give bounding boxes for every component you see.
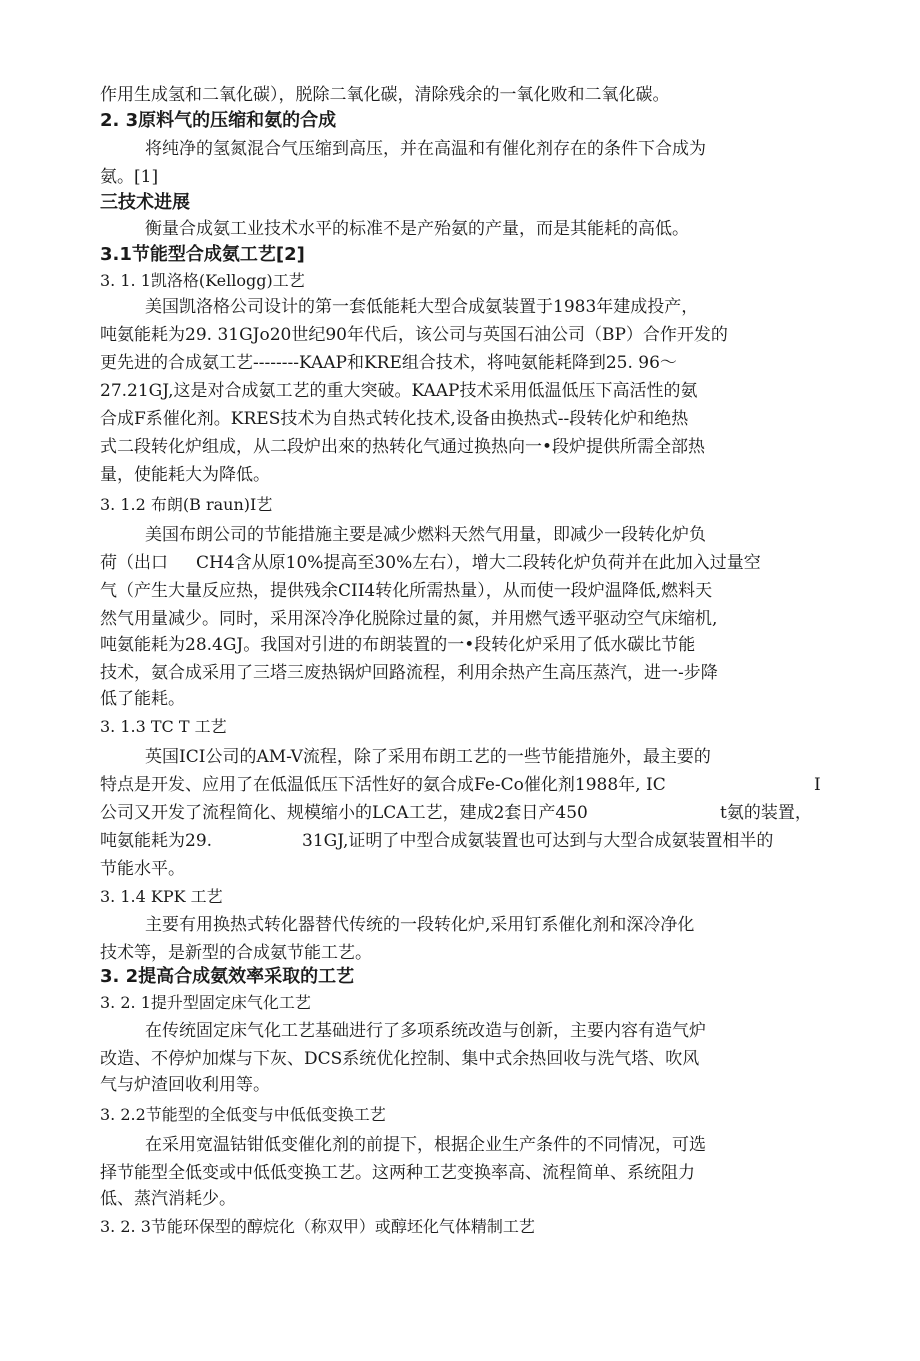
paragraph-line: 公司又开发了流程简化、规模缩小的LCA工艺，建成2套日产450 bbox=[100, 803, 588, 823]
chapter-heading: 三技术进展 bbox=[100, 192, 190, 213]
paragraph-line: 然气用量减少。同时，采用深冷净化脱除过量的氮，并用燃气透平驱动空气床缩机, bbox=[100, 609, 718, 629]
paragraph-line: 美国凯洛格公司设计的第一套低能耗大型合成氨装置于1983年建成投产， bbox=[145, 297, 699, 317]
line-segment: 荷（出口 bbox=[100, 553, 168, 573]
subsection-heading: 3. 1.4 KPK 工艺 bbox=[100, 887, 223, 906]
line-segment: t氨的装置， bbox=[720, 803, 812, 823]
paragraph-line: 英国ICI公司的AM-V流程，除了采用布朗工艺的一些节能措施外，最主要的 bbox=[145, 747, 711, 767]
paragraph-line bbox=[100, 552, 761, 574]
paragraph-line: 在传统固定床气化工艺基础进行了多项系统改造与创新，主要内容有造气炉 bbox=[145, 1021, 706, 1041]
subsection-heading: 3. 1.3 TC T 工艺 bbox=[100, 717, 227, 736]
paragraph-line: 特点是开发、应用了在低温低压下活性好的氨合成Fe-Co催化剂1988年, IC bbox=[100, 775, 666, 795]
paragraph-line: 式二段转化炉组成，从二段炉出來的热转化气通过换热向一•段炉提供所需全部热 bbox=[100, 437, 706, 457]
paragraph-line: 作用生成氢和二氧化碳），脱除二氧化碳，清除残余的一氧化败和二氧化碳。 bbox=[100, 85, 670, 105]
paragraph-line: 低了能耗。 bbox=[100, 689, 185, 709]
paragraph-line: 主要有用换热式转化器替代传统的一段转化炉,采用钉系催化剂和深冷净化 bbox=[145, 915, 695, 935]
subsection-heading: 3. 1. 1凯洛格(Kellogg)工艺 bbox=[100, 271, 305, 290]
paragraph-line: 气（产生大量反应热，提供残余CII4转化所需热量），从而使一段炉温降低,燃料天 bbox=[100, 581, 713, 601]
line-segment: 31GJ,证明了中型合成氨装置也可达到与大型合成氨装置相半的 bbox=[302, 831, 774, 851]
paragraph-line: 低、蒸汽消耗少。 bbox=[100, 1189, 236, 1209]
section-heading: 2. 3原料气的压缩和氨的合成 bbox=[100, 110, 337, 131]
paragraph-line: 改造、不停炉加煤与下灰、DCS系统优化控制、集中式余热回收与洗气塔、吹风 bbox=[100, 1049, 700, 1069]
paragraph-line: 吨氨能耗为28.4GJ。我国对引进的布朗装置的一•段转化炉采用了低水碳比节能 bbox=[100, 635, 696, 655]
paragraph-line: 技术，氨合成采用了三塔三废热锅炉回路流程，利用余热产生高压蒸汽，进一-步降 bbox=[100, 663, 718, 683]
paragraph-line: 吨氨能耗为29. bbox=[100, 831, 213, 851]
paragraph-line: 氨。[1] bbox=[100, 167, 159, 187]
paragraph-line: 合成F系催化剂。KRES技术为自热式转化技术,设备由换热式--段转化炉和绝热 bbox=[100, 409, 689, 429]
line-segment: I bbox=[814, 775, 821, 795]
line-segment: CH4含从原10%提高至30%左右），增大二段转化炉负荷并在此加入过量空 bbox=[196, 553, 761, 573]
paragraph-line: 技术等，是新型的合成氨节能工艺。 bbox=[100, 943, 372, 963]
subsection-heading: 3. 2. 3节能环保型的醇烷化（称双甲）或醇坯化气体精制工艺 bbox=[100, 1217, 535, 1236]
paragraph-line: 气与炉渣回收利用等。 bbox=[100, 1075, 270, 1095]
subsection-heading: 3. 1.2 布朗(B raun)I艺 bbox=[100, 495, 273, 514]
paragraph-line: 衡量合成氨工业技术水平的标准不是产殆氨的产量，而是其能耗的高低。 bbox=[145, 219, 689, 239]
paragraph-line: 择节能型全低变或中低低变换工艺。这两种工艺变换率高、流程简单、系统阻力 bbox=[100, 1163, 695, 1183]
paragraph-line: 美国布朗公司的节能措施主要是减少燃料天然气用量，即减少一段转化炉负 bbox=[145, 525, 706, 545]
section-heading: 3. 2提高合成氨效率采取的工艺 bbox=[100, 966, 355, 987]
paragraph-line: 在采用宽温钴钳低变催化剂的前提下，根据企业生产条件的不同情况，可选 bbox=[145, 1135, 706, 1155]
subsection-heading: 3. 2.2节能型的全低变与中低低变换工艺 bbox=[100, 1105, 386, 1124]
paragraph-line: 量，使能耗大为降低。 bbox=[100, 465, 270, 485]
paragraph-line: 吨氨能耗为29. 31GJo20世纪90年代后，该公司与英国石油公司（BP）合作开发的 bbox=[100, 325, 728, 345]
paragraph-line: 更先进的合成氨工艺--------KAAP和KRE组合技术，将吨氨能耗降到25. 96〜 bbox=[100, 353, 677, 373]
paragraph-line: 节能水平。 bbox=[100, 859, 185, 879]
paragraph-line: 27.21GJ,这是对合成氨工艺的重大突破。KAAP技术采用低温低压下高活性的氨 bbox=[100, 381, 698, 401]
paragraph-line: 将纯净的氢氮混合气压缩到高压，并在高温和有催化剂存在的条件下合成为 bbox=[145, 139, 706, 159]
subsection-heading: 3. 2. 1提升型固定床气化工艺 bbox=[100, 993, 311, 1012]
section-heading: 3.1节能型合成氨工艺[2] bbox=[100, 244, 305, 265]
